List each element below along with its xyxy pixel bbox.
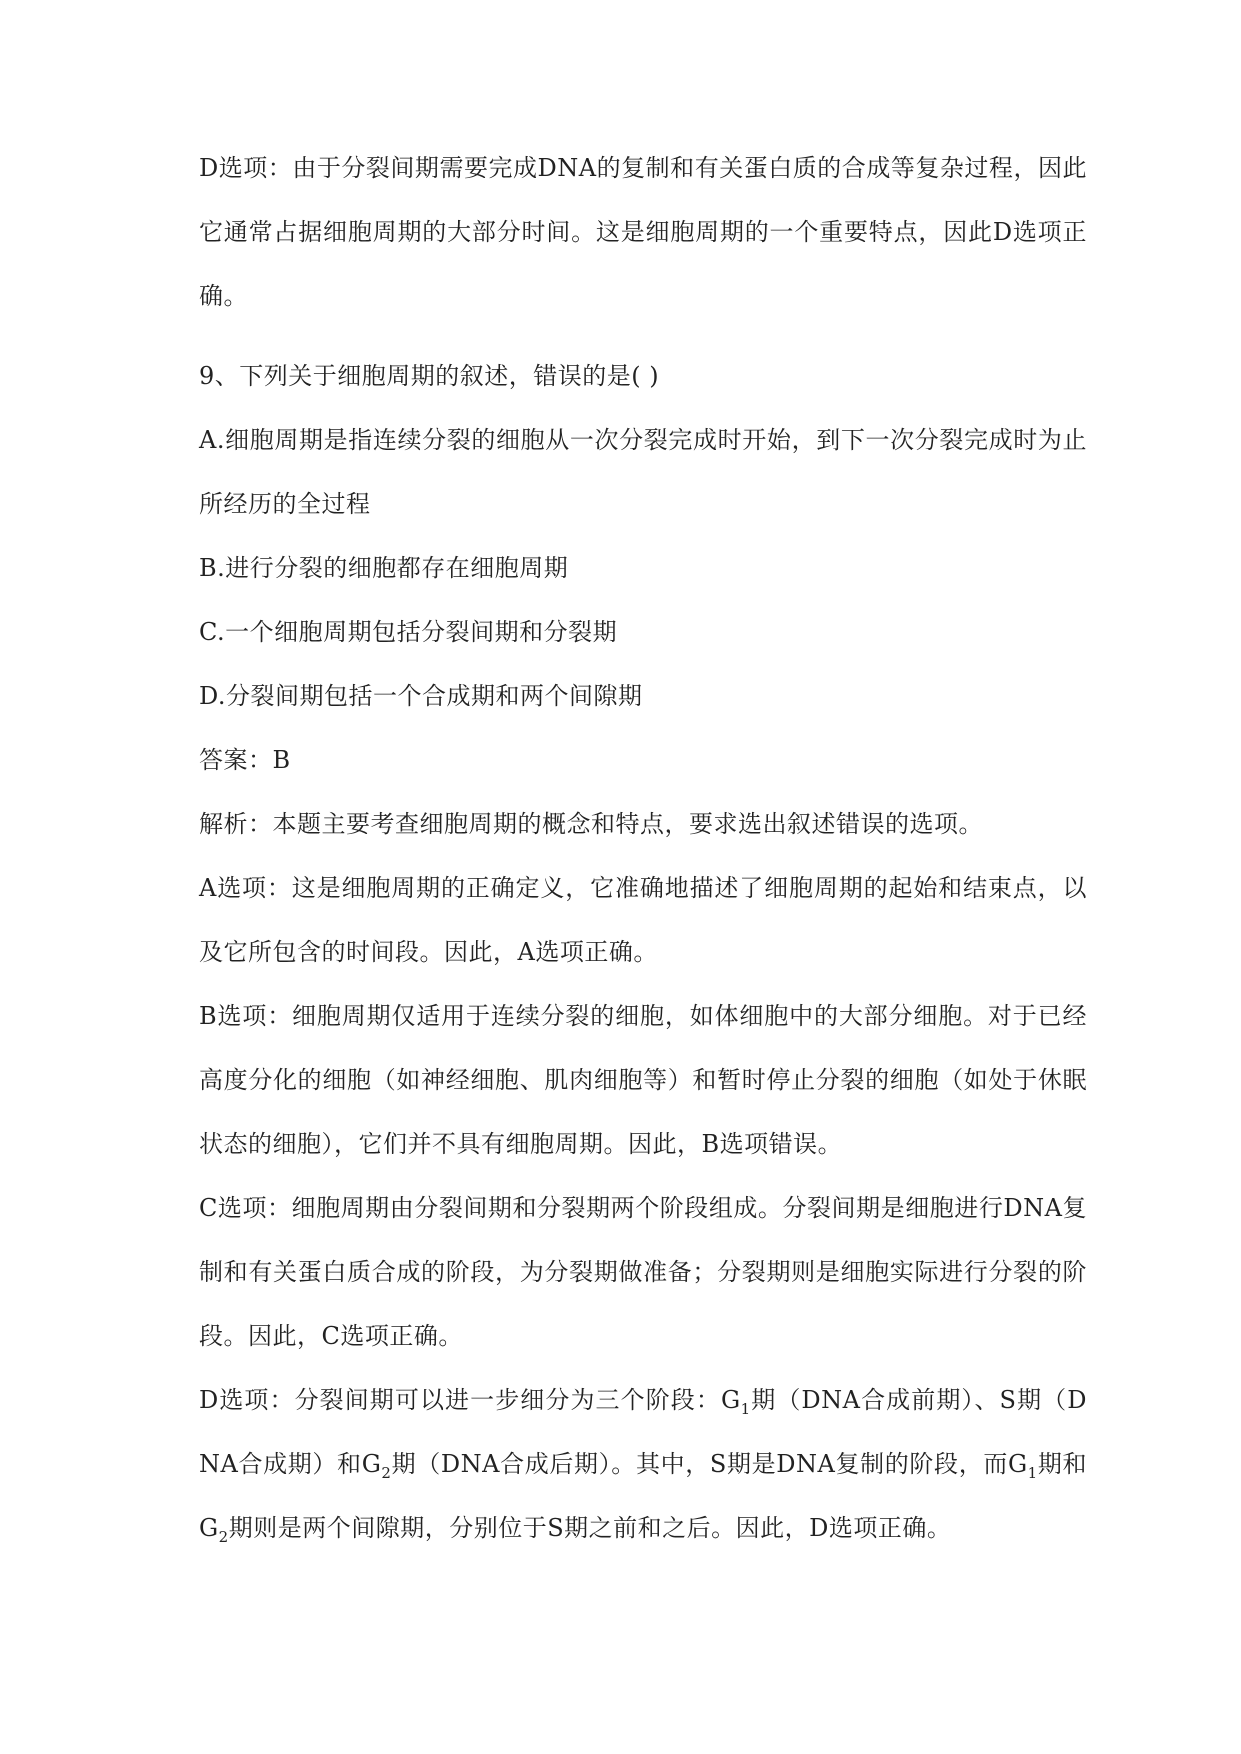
analysis-d-text-1: D选项：分裂间期可以进一步细分为三个阶段：G bbox=[199, 1386, 741, 1414]
subscript-3: 1 bbox=[1027, 1463, 1038, 1482]
question-9-option-a: A.细胞周期是指连续分裂的细胞从一次分裂完成时开始，到下一次分裂完成时为止所经历的全过程 bbox=[199, 426, 1087, 518]
answer-line: 答案：B bbox=[199, 746, 291, 774]
subscript-4: 2 bbox=[218, 1527, 229, 1546]
analysis-d-text-2: 期（DNA合成前期）、S期（DNA合成期）和G bbox=[199, 1386, 1087, 1478]
analysis-option-d bbox=[199, 1368, 1087, 1560]
analysis-d-text-3: 期（DNA合成后期）。其中，S期是DNA复制的阶段，而G bbox=[391, 1450, 1028, 1478]
question-9-stem: 9、下列关于细胞周期的叙述，错误的是( ) bbox=[199, 362, 660, 390]
document-page bbox=[199, 136, 1087, 1560]
analysis-d-text-4: 期和G bbox=[199, 1450, 1087, 1542]
prev-option-d-explanation: D选项：由于分裂间期需要完成DNA的复制和有关蛋白质的合成等复杂过程，因此它通常占据细胞周期的大部分时间。这是细胞周期的一个重要特点，因此D选项正确。 bbox=[199, 154, 1087, 310]
analysis-option-b: B选项：细胞周期仅适用于连续分裂的细胞，如体细胞中的大部分细胞。对于已经高度分化的细胞（如神经细胞、肌肉细胞等）和暂时停止分裂的细胞（如处于休眠状态的细胞），它们并不具有细胞周期。因此，B选项错误。 bbox=[199, 1002, 1087, 1158]
subscript-2: 2 bbox=[381, 1463, 392, 1482]
analysis-intro: 解析：本题主要考查细胞周期的概念和特点，要求选出叙述错误的选项。 bbox=[199, 810, 983, 838]
question-9-option-b: B.进行分裂的细胞都存在细胞周期 bbox=[199, 554, 569, 582]
question-9-option-d: D.分裂间期包括一个合成期和两个间隙期 bbox=[199, 682, 643, 710]
subscript-1: 1 bbox=[740, 1399, 751, 1418]
analysis-option-c: C选项：细胞周期由分裂间期和分裂期两个阶段组成。分裂间期是细胞进行DNA复制和有关蛋白质合成的阶段，为分裂期做准备；分裂期则是细胞实际进行分裂的阶段。因此，C选项正确。 bbox=[199, 1194, 1087, 1350]
analysis-d-text-5: 期则是两个间隙期，分别位于S期之前和之后。因此，D选项正确。 bbox=[228, 1514, 952, 1542]
question-9-option-c: C.一个细胞周期包括分裂间期和分裂期 bbox=[199, 618, 618, 646]
analysis-option-a: A选项：这是细胞周期的正确定义，它准确地描述了细胞周期的起始和结束点，以及它所包含的时间段。因此，A选项正确。 bbox=[199, 874, 1087, 966]
